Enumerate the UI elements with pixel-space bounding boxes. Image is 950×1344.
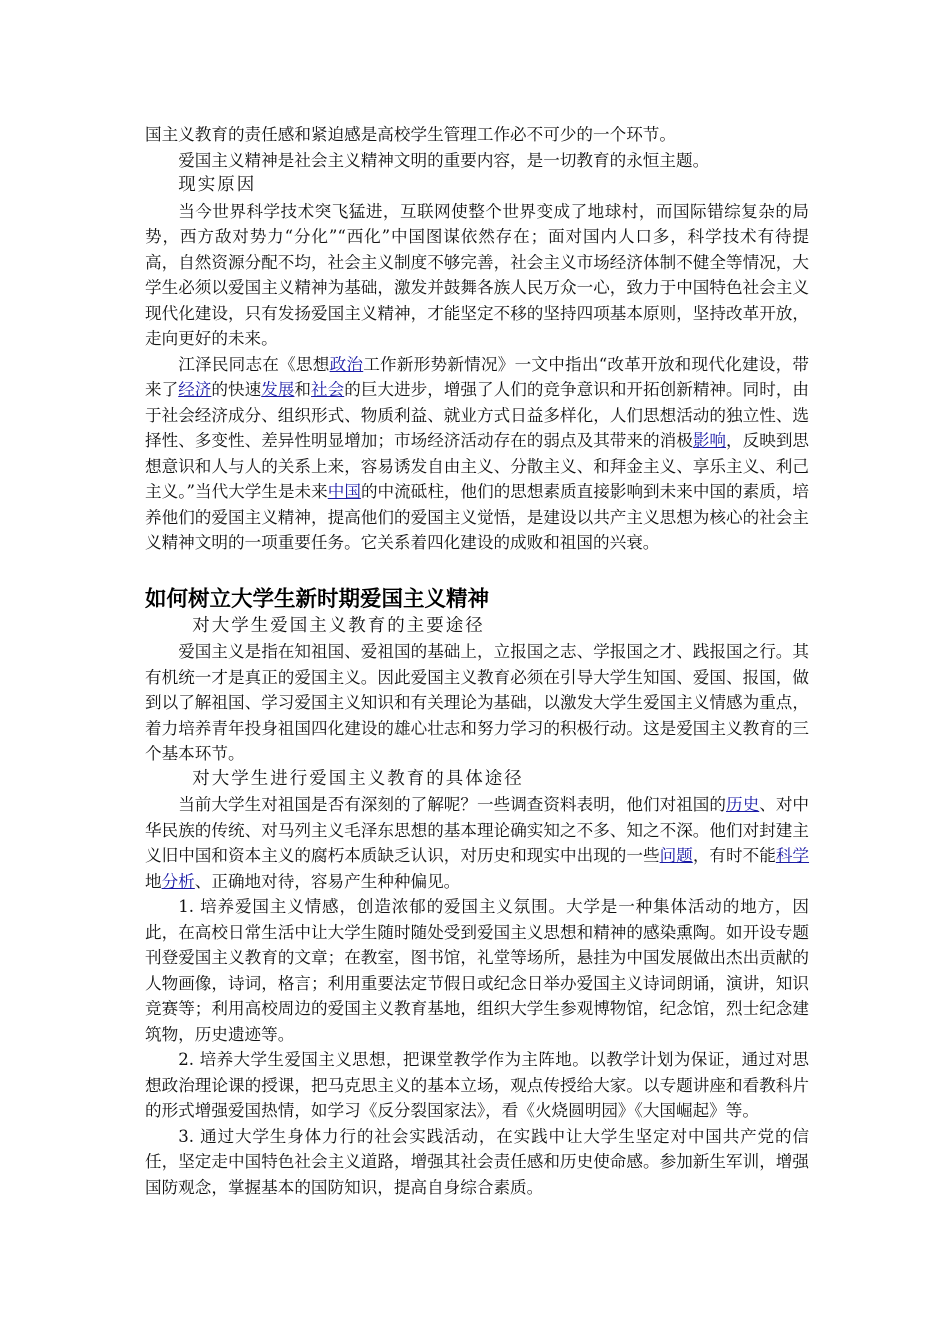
text-segment: 地 <box>145 871 162 891</box>
text-segment: 、正确地对待，容易产生种种偏见。 <box>194 871 461 891</box>
link-development[interactable]: 发展 <box>261 380 295 399</box>
text-segment: 工作新形势新情况》一文中指出“改革开放和现代化建设，带来了 <box>145 354 810 399</box>
list-item-3: 3. 通过大学生身体力行的社会实践活动，在实践中让大学生坚定对中国共产党的信任，坚定走中国特色社会主义道路，增强其社会责任感和历史使命感。参加新生军训，增强国防观念，掌握基本的国防知识，提高自身综合素质。 <box>145 1126 809 1197</box>
link-china[interactable]: 中国 <box>327 482 361 501</box>
link-economy[interactable]: 经济 <box>178 380 212 399</box>
text-segment: ，有时不能 <box>692 846 776 865</box>
link-history[interactable]: 历史 <box>726 795 760 814</box>
list-item-2: 2. 培养大学生爱国主义思想，把课堂教学作为主阵地。以教学计划为保证，通过对思想政治理论课的授课，把马克思主义的基本立场，观点传授给大家。以专题讲座和看教科片的形式增强爱国热情，如学习《反分裂国家法》，看《火烧圆明园》《大国崛起》等。 <box>145 1050 809 1120</box>
paragraph-main-path: 爱国主义是指在知祖国、爱祖国的基础上，立报国之志、学报国之才、践报国之行。其有机统一才是真正的爱国主义。因此爱国主义教育必须在引导大学生知国、爱国、报国，做到以了解祖国、学习爱国主义知识和有关理论为基础，以激发大学生爱国主义情感为重点，着力培养青年投身祖国四化建设的雄心壮志和努力学习的积极行动。这是爱国主义教育的三个基本环节。 <box>145 642 809 763</box>
paragraph-current-students <box>145 792 809 894</box>
section-title: 如何树立大学生新时期爱国主义精神 <box>145 586 490 612</box>
paragraph-theme: 爱国主义精神是社会主义精神文明的重要内容，是一切教育的永恒主题。 <box>178 150 710 170</box>
link-influence[interactable]: 影响 <box>692 431 727 450</box>
link-society[interactable]: 社会 <box>311 380 345 399</box>
link-politics[interactable]: 政治 <box>329 354 364 374</box>
link-science[interactable]: 科学 <box>775 846 810 865</box>
link-problem[interactable]: 问题 <box>659 846 693 865</box>
text-segment: 的快速 <box>211 380 262 399</box>
text-segment: 和 <box>294 380 312 399</box>
text-segment: 江泽民同志在《思想 <box>178 354 330 374</box>
text-segment: 的巨大进步，增强了人们的竞争意识和开拓创新精神。同时，由于社会经济成分、组织形式、物质利益、就业方式日益多样化，人们思想活动的独立性、选择性、多变性、差异性明显增加；市场经济活动存在的弱点及其带来的消极 <box>145 380 810 450</box>
text-segment: 的中流砥柱，他们的思想素质直接影响到未来中国的素质，培养他们的爱国主义精神，提高他们的爱国主义觉悟，是建设以共产主义思想为核心的社会主义精神文明的一项重要任务。它关系着四化建设的成败和祖国的兴衰。 <box>145 482 810 552</box>
paragraph-top: 国主义教育的责任感和紧迫感是高校学生管理工作必不可少的一个环节。 <box>145 125 676 144</box>
subheading-main-path: 对大学生爱国主义教育的主要途径 <box>192 615 485 636</box>
text-segment: 、对中华民族的传统、对马列主义毛泽东思想的基本理论确实知之不多、知之不深。他们对封建主义旧中国和资本主义的腐朽本质缺乏认识，对历史和现实中出现的一些 <box>145 795 810 865</box>
paragraph-jiang-quote <box>145 352 809 556</box>
list-item-1: 1. 培养爱国主义情感，创造浓郁的爱国主义氛围。大学是一种集体活动的地方，因此，在高校日常生活中让大学生随时随处受到爱国主义思想和精神的感染熏陶。如开设专题刊登爱国主义教育的文章；在教室，图书馆，礼堂等场所，悬挂为中国发展做出杰出贡献的人物画像，诗词，格言；利用重要法定节假日或纪念日举办爱国主义诗词朗诵，演讲，知识竞赛等；利用高校周边的爱国主义教育基地，组织大学生参观博物馆，纪念馆，烈士纪念建筑物，历史遗迹等。 <box>145 897 809 1044</box>
paragraph-reality: 当今世界科学技术突飞猛进，互联网使整个世界变成了地球村，而国际错综复杂的局势，西方敌对势力“分化”“西化”中国图谋依然存在；面对国内人口多，科学技术有待提高，自然资源分配不均，社会主义制度不够完善，社会主义市场经济体制不健全等情况，大学生必须以爱国主义精神为基础，激发并鼓舞各族人民万众一心，致力于中国特色社会主义现代化建设，只有发扬爱国主义精神，才能坚定不移的坚持四项基本原则，坚持改革开放，走向更好的未来。 <box>145 201 809 348</box>
subheading-specific-path: 对大学生进行爱国主义教育的具体途径 <box>192 768 524 789</box>
link-analysis[interactable]: 分析 <box>161 871 195 891</box>
document-page <box>145 122 809 1200</box>
text-segment: 当前大学生对祖国是否有深刻的了解呢？一些调查资料表明，他们对祖国的 <box>178 795 727 814</box>
text-segment: ，反映到思想意识和人与人的关系上来，容易诱发自由主义、分散主义、和拜金主义、享乐主义、利己主义。”当代大学生是未来 <box>145 431 810 501</box>
subheading-reality: 现实原因 <box>178 175 257 195</box>
